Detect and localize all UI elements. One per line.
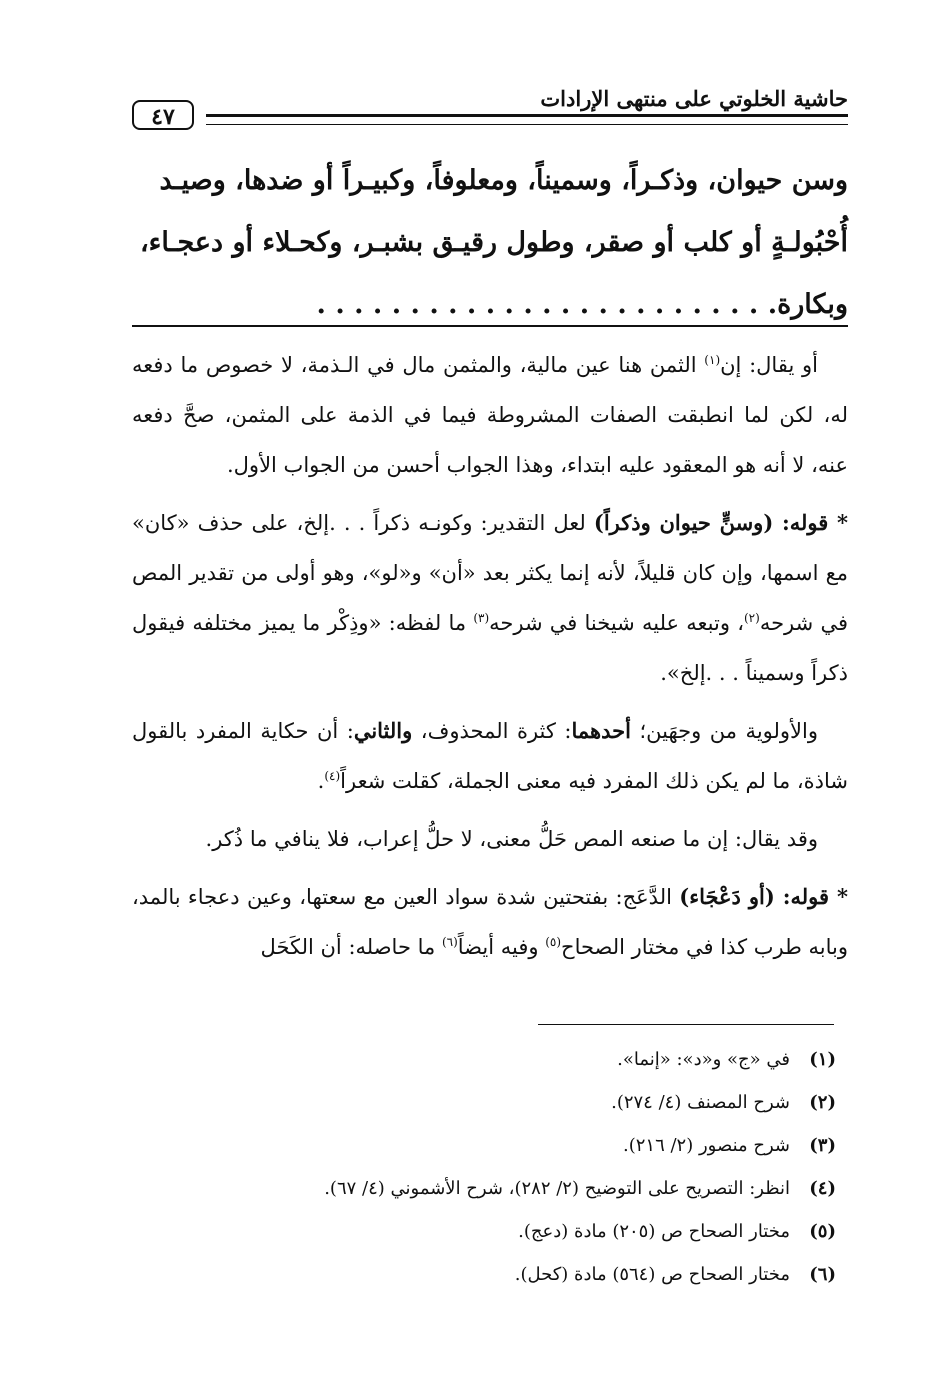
keyword: والثاني xyxy=(353,718,413,743)
matn-text xyxy=(132,150,848,336)
quoted-matn: (أو دَعْجَاء) xyxy=(679,884,775,909)
footnote-ref: (٤) xyxy=(324,769,341,783)
footnote-text: مختار الصحاح ص (٢٠٥) مادة (دعج). xyxy=(518,1221,790,1242)
text-run: . xyxy=(317,769,325,793)
footnote-separator-rule xyxy=(538,1024,834,1025)
matn-separator-rule xyxy=(132,325,848,327)
header-rule xyxy=(206,114,848,125)
footnote-number: (٤) xyxy=(809,1178,836,1199)
text-run: وفيه أيضاً xyxy=(457,935,546,959)
text-run: ما لفظه: «وذِكْر ما يميز مختلفه فيقول ذكراً وسميناً . . .إلخ». xyxy=(132,611,848,685)
footnotes xyxy=(132,1038,848,1296)
footnote xyxy=(132,1038,848,1081)
text-run: لعل التقدير: وكونـه ذكراً . . .إلخ، على حذف «كان» مع اسمها، وإن كان قليلاً، لأنه إنما يكثر بعد «أن» و«لو»، وهو أولى من تقدير المص في شرحه xyxy=(132,511,848,635)
footnote xyxy=(132,1167,848,1210)
text-run: الثمن هنا عين مالية، والمثمن مال في الـذمة، لا خصوص ما دفعه له، لكن لما انطبقت الصفات المشروطة فيما في الذمة على المثمن، صحَّ دفعه عنه، لا أنه هو المعقود عليه ابتداء، وهذا الجواب أحسن من الجواب الأول. xyxy=(132,353,848,477)
commentary-text xyxy=(132,340,848,980)
matn-line: أُحْبُولـةٍ أو كلب أو صقر، وطول رقيـق بشبـر، وكحـلاء أو دعجـاء، xyxy=(139,227,848,258)
footnote-number: (٥) xyxy=(809,1221,836,1242)
footnote xyxy=(132,1253,848,1296)
footnote xyxy=(132,1124,848,1167)
footnote-text: شرح المصنف (٤/ ٢٧٤). xyxy=(611,1092,790,1113)
text-run: الدَّعَج: بفتحتين شدة سواد العين مع سعتها، وعين دعجاء بالمد، وبابه طرب كذا في مختار الصحاح xyxy=(132,885,848,959)
matn-line: وبكارة. . . . . . . . . . . . . . . . . . . . . . . . . xyxy=(316,289,848,320)
text-run: والأولوية من وجهَين؛ xyxy=(630,719,818,743)
text-run: : أن حكاية المفرد بالقول شاذة، ما لم يكن ذلك المفرد فيه معنى الجملة، كقلت شعراً xyxy=(132,719,848,793)
footnote-ref: (٣) xyxy=(473,611,490,625)
qawl-marker: * قوله: xyxy=(774,884,848,909)
page-header xyxy=(132,80,848,128)
text-run: ما حاصله: أن الكَحَل xyxy=(260,935,442,959)
footnote xyxy=(132,1210,848,1253)
keyword: أحدهما xyxy=(571,718,631,743)
text-run: أو يقال: إن xyxy=(720,353,818,377)
footnote-number: (١) xyxy=(809,1049,836,1070)
page-number: ٤٧ xyxy=(132,100,194,130)
footnote-text: انظر: التصريح على التوضيح (٢/ ٢٨٢)، شرح الأشموني (٤/ ٦٧). xyxy=(324,1178,790,1199)
footnote-number: (٢) xyxy=(809,1092,836,1113)
footnote-ref: (١) xyxy=(704,353,721,367)
matn-line: وسن حيوان، وذكـراً، وسميناً، ومعلوفاً، وكبيـراً أو ضدها، وصيـد xyxy=(159,165,848,196)
footnote-ref: (٦) xyxy=(441,935,458,949)
footnote xyxy=(132,1081,848,1124)
footnote-number: (٣) xyxy=(809,1135,836,1156)
text-run: ، وتبعه عليه شيخنا في شرحه xyxy=(489,611,744,635)
commentary-paragraph xyxy=(132,340,848,490)
commentary-paragraph xyxy=(132,498,848,698)
footnote-number: (٦) xyxy=(809,1264,836,1285)
text-run: : كثرة المحذوف، xyxy=(412,719,572,743)
commentary-paragraph xyxy=(132,706,848,806)
qawl-marker: * قوله: xyxy=(773,510,848,535)
footnote-text: مختار الصحاح ص (٥٦٤) مادة (كحل). xyxy=(514,1264,790,1285)
commentary-paragraph xyxy=(132,872,848,972)
quoted-matn: (وسنٍّ حيوان وذكراً) xyxy=(593,510,774,535)
running-title: حاشية الخلوتي على منتهى الإرادات xyxy=(540,86,848,111)
footnote-ref: (٢) xyxy=(743,611,760,625)
footnote-ref: (٥) xyxy=(545,935,562,949)
commentary-paragraph: وقد يقال: إن ما صنعه المص حَلُّ معنى، لا حلُّ إعراب، فلا ينافي ما ذُكر. xyxy=(205,827,818,851)
footnote-text: شرح منصور (٢/ ٢١٦). xyxy=(622,1135,790,1156)
footnote-text: في «ج» و«د»: «إنما». xyxy=(617,1049,790,1070)
